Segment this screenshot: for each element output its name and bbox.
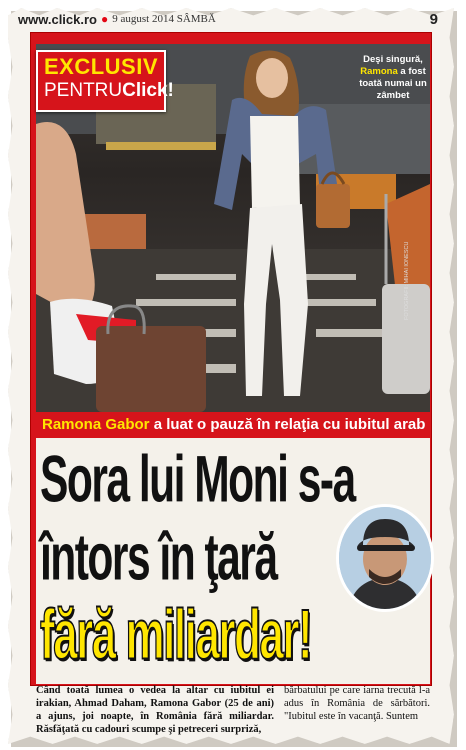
kicker-line [36,414,430,436]
kicker-text: a luat o pauză în relaţia cu iubitul arab [153,416,426,433]
photo-caption [356,54,430,102]
caption-part2: a fost toată numai un zâmbet [359,66,427,101]
photo-credit: FOTOGRAFII: MIHAI IONESCU [404,241,410,320]
headline-line-3: fără miliardar! [40,595,312,675]
article-body [36,684,430,744]
kicker-name: Ramona Gabor [42,416,150,433]
site-separator-icon: ● [101,12,109,26]
caption-highlight: Ramona [360,66,398,77]
body-column-1: Când toată lumea o vedea la altar cu iubitul ei irakian, Ahmad Daham, Ramona Gabor (25 de ani) a ajuns, joi noapte, în România fără miliardar. Răsfăţată cu cadouri scumpe şi petreceri surpriză, [36,685,274,735]
site-name: www.click.ro [18,11,97,27]
exclusive-prefix: PENTRU [44,80,123,101]
page-number: 9 [429,10,438,28]
issue-date: 9 august 2014 SÂMBĂ [112,13,216,25]
body-column-2: bărbatului pe care iarna trecută l-a adus în România de sărbători. "Iubitul este în vacanţă. Suntem [284,685,430,722]
headline-line-2: întors în ţară [40,519,277,594]
page-header [18,10,438,28]
inset-portrait [336,504,434,612]
exclusive-label: EXCLUSIV [44,54,159,79]
exclusive-brand-line [44,79,174,103]
exclusive-brand: Click! [122,80,174,101]
headline-line-1: Sora lui Moni s-a [40,441,355,516]
caption-part1: Deşi singură, [363,54,423,65]
exclusive-badge [36,50,174,112]
